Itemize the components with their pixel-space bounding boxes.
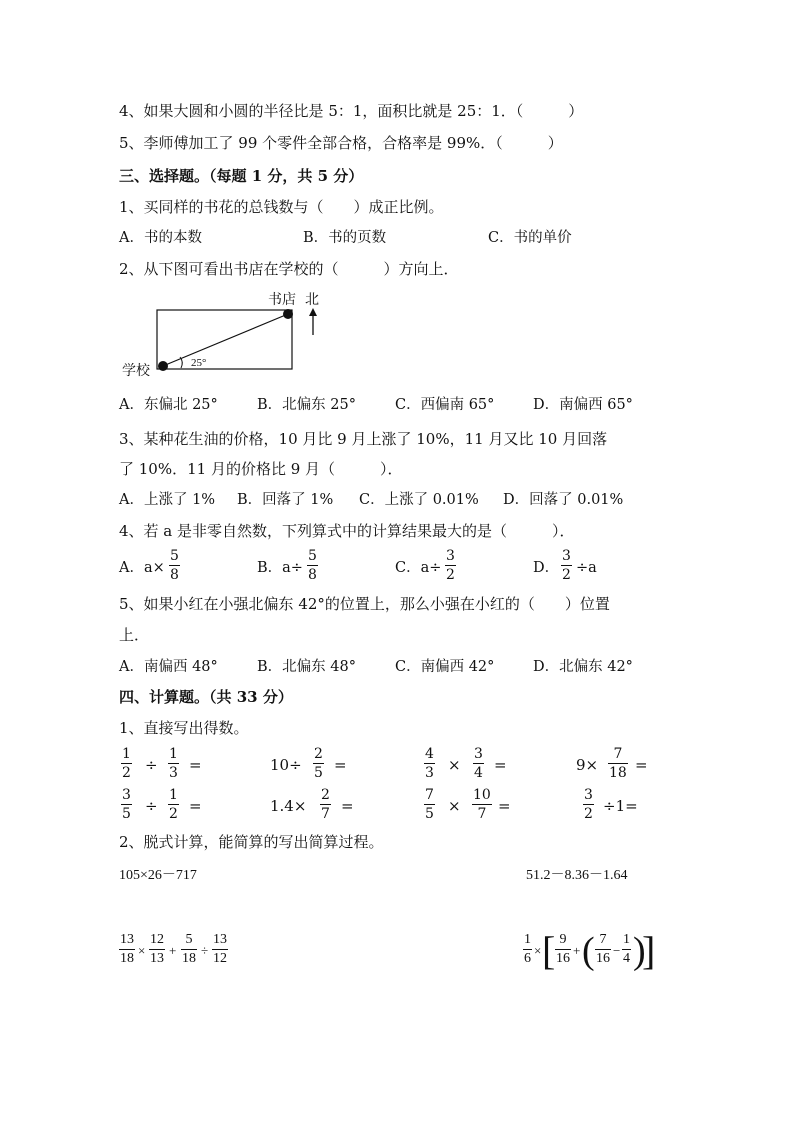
d-r1c2-pre: 10÷: [270, 756, 302, 774]
frac-num: 1: [169, 787, 178, 803]
s3-q1-option-b: B．书的页数: [303, 230, 387, 246]
frac-num: 1: [524, 932, 531, 947]
bookstore-label: 书店: [268, 292, 296, 308]
frac-num: 3: [584, 787, 593, 803]
frac-den: 18: [182, 951, 196, 966]
d-r2c1-op: ÷: [145, 797, 158, 815]
calc4-frac2: [555, 932, 571, 967]
frac-num: 3: [446, 548, 455, 564]
d-r1c1-eq: =: [189, 756, 202, 774]
calc4-right-bracket: ]: [642, 928, 656, 973]
frac-num: 12: [150, 932, 164, 947]
d-r2c4-post: ÷1=: [603, 797, 638, 815]
section3-title: 三、选择题。（每题 1 分，共 5 分）: [119, 167, 364, 185]
school-to-store-line: [163, 314, 288, 366]
s3-q2: 2、从下图可看出书店在学校的（ ）方向上．: [119, 260, 459, 278]
frac-num: 7: [425, 787, 434, 803]
frac-den: 8: [308, 567, 317, 583]
frac-den: 18: [120, 951, 134, 966]
d-r2c1-frac1: [121, 787, 132, 822]
d-r2c3-eq: =: [498, 797, 511, 815]
s3-q1-option-a: A．书的本数: [119, 230, 202, 246]
frac-den: 13: [150, 951, 164, 966]
d-r1c4-eq: =: [635, 756, 648, 774]
s3-q3-option-c: C．上涨了 0.01%: [359, 492, 479, 508]
d-r2c2-pre: 1.4×: [270, 797, 307, 815]
s3-q4-option-d-prefix: D．: [533, 560, 560, 576]
calc4-right-paren: ): [633, 930, 646, 972]
s3-q5-option-a: A．南偏西 48°: [119, 659, 218, 675]
school-label: 学校: [122, 363, 150, 379]
calc4-frac3: [595, 932, 611, 967]
d-r2c4-frac: [583, 787, 594, 822]
frac-den: 12: [213, 951, 227, 966]
calc4-frac1: [523, 932, 532, 967]
frac-den: 3: [425, 765, 434, 781]
s3-q1: 1、买同样的书花的总钱数与（ ）成正比例。: [119, 198, 444, 216]
frac-num: 1: [169, 746, 178, 762]
d-r1c3-op: ×: [448, 756, 461, 774]
d-r1c3-eq: =: [494, 756, 507, 774]
calc3-op3: ÷: [201, 943, 209, 958]
frac-num: 7: [599, 932, 607, 947]
frac-num: 3: [562, 548, 571, 564]
s3-q4-option-b-fraction: [307, 548, 318, 583]
calc3-frac4: [212, 932, 228, 967]
s3-q3-option-a: A．上涨了 1%: [119, 492, 216, 508]
d-r1c3-frac2: [473, 746, 484, 781]
frac-num: 2: [314, 746, 323, 762]
d-r1c2-frac: [313, 746, 324, 781]
calc4-left-bracket: [: [542, 928, 556, 973]
calc3-frac3: [181, 932, 197, 967]
frac-den: 18: [609, 765, 627, 781]
frac-den: 2: [446, 567, 455, 583]
calc-1: 105×26－717: [119, 868, 197, 883]
s3-q4-option-a-fraction: [169, 548, 180, 583]
s3-q4-option-a-prefix: A．a×: [119, 560, 165, 576]
calc-4: [523, 928, 656, 976]
frac-den: 2: [562, 567, 571, 583]
frac-num: 13: [120, 932, 134, 947]
d-r2c2-eq: =: [341, 797, 354, 815]
calc4-frac4: [622, 932, 631, 967]
s3-q3-option-d: D．回落了 0.01%: [503, 492, 624, 508]
frac-den: 4: [623, 951, 630, 966]
s4-q2: 2、脱式计算，能简算的写出简算过程。: [119, 833, 384, 851]
north-label: 北: [305, 292, 319, 308]
direction-diagram: [118, 290, 338, 382]
frac-den: 16: [596, 951, 610, 966]
frac-num: 5: [170, 548, 179, 564]
frac-den: 6: [524, 951, 531, 966]
angle-label: 25°: [191, 357, 207, 369]
frac-den: 8: [170, 567, 179, 583]
s3-q4: 4、若 a 是非零自然数，下列算式中的计算结果最大的是（ ）．: [119, 522, 575, 540]
d-r1c3-frac1: [424, 746, 435, 781]
d-r2c1-eq: =: [189, 797, 202, 815]
d-r2c3-op: ×: [448, 797, 461, 815]
frac-num: 7: [613, 746, 623, 762]
s3-q4-option-c-fraction: [445, 548, 456, 583]
frac-num: 3: [474, 746, 483, 762]
bookstore-dot: [283, 309, 293, 319]
frac-num: 3: [122, 787, 131, 803]
frac-den: 2: [122, 765, 131, 781]
frac-num: 13: [213, 932, 227, 947]
s3-q5-line1: 5、如果小红在小强北偏东 42°的位置上，那么小强在小红的（ ）位置: [119, 595, 610, 613]
s3-q5-option-c: C．南偏西 42°: [395, 659, 495, 675]
s3-q4-option-d-suffix: ÷a: [576, 560, 597, 576]
frac-num: 1: [122, 746, 131, 762]
d-r2c3-frac2: [472, 787, 492, 822]
calc-2: 51.2－8.36－1.64: [526, 868, 628, 883]
frac-den: 3: [169, 765, 178, 781]
s3-q3-option-b: B．回落了 1%: [237, 492, 334, 508]
s3-q3-line2: 了 10%．11 月的价格比 9 月（ ）．: [119, 460, 403, 478]
d-r2c3-frac1: [424, 787, 435, 822]
school-dot: [158, 361, 168, 371]
frac-num: 5: [308, 548, 317, 564]
frac-den: 2: [584, 806, 593, 822]
s3-q2-option-d: D．南偏西 65°: [533, 397, 633, 413]
calc4-left-paren: (: [582, 930, 595, 972]
frac-den: 5: [122, 806, 131, 822]
s3-q5-line2: 上．: [119, 626, 150, 644]
s3-q5-option-b: B．北偏东 48°: [257, 659, 356, 675]
d-r1c2-eq: =: [334, 756, 347, 774]
frac-den: 4: [474, 765, 483, 781]
calc4-op3: −: [613, 943, 621, 958]
d-r2c1-frac2: [168, 787, 179, 822]
s3-q1-option-c: C．书的单价: [488, 230, 572, 246]
d-r1c4-frac: [608, 746, 628, 781]
calc3-frac1: [119, 932, 135, 967]
calc3-op2: +: [169, 943, 177, 958]
frac-den: 7: [321, 806, 330, 822]
d-r2c2-frac: [320, 787, 331, 822]
judge-q5: 5、李师傅加工了 99 个零件全部合格，合格率是 99%．（ ）: [119, 134, 563, 152]
s3-q4-option-d-fraction: [561, 548, 572, 583]
d-r1c1-frac1: [121, 746, 132, 781]
calc4-op2: +: [573, 943, 581, 958]
calc3-op1: ×: [138, 943, 146, 958]
frac-den: 5: [314, 765, 323, 781]
s3-q2-option-a: A．东偏北 25°: [119, 397, 218, 413]
s3-q4-option-b-prefix: B．a÷: [257, 560, 303, 576]
frac-num: 2: [321, 787, 330, 803]
d-r1c1-op: ÷: [145, 756, 158, 774]
frac-num: 10: [473, 787, 491, 803]
s3-q5-option-d: D．北偏东 42°: [533, 659, 633, 675]
frac-num: 4: [425, 746, 434, 762]
judge-q4: 4、如果大圆和小圆的半径比是 5：1，面积比就是 25：1．（ ）: [119, 102, 584, 120]
frac-num: 5: [185, 932, 193, 947]
s3-q3-line1: 3、某种花生油的价格，10 月比 9 月上涨了 10%，11 月又比 10 月回落: [119, 430, 608, 448]
d-r1c1-frac2: [168, 746, 179, 781]
section4-title: 四、计算题。（共 33 分）: [119, 688, 293, 706]
s3-q2-option-b: B．北偏东 25°: [257, 397, 356, 413]
s3-q2-option-c: C．西偏南 65°: [395, 397, 495, 413]
calc3-frac2: [149, 932, 165, 967]
frac-den: 16: [556, 951, 570, 966]
calc4-op1: ×: [534, 943, 542, 958]
s4-q1: 1、直接写出得数。: [119, 719, 249, 737]
frac-den: 7: [477, 806, 487, 822]
frac-den: 2: [169, 806, 178, 822]
d-r1c4-pre: 9×: [576, 756, 599, 774]
frac-num: 9: [559, 932, 567, 947]
frac-den: 5: [425, 806, 434, 822]
frac-num: 1: [623, 932, 630, 947]
s3-q4-option-c-prefix: C．a÷: [395, 560, 442, 576]
